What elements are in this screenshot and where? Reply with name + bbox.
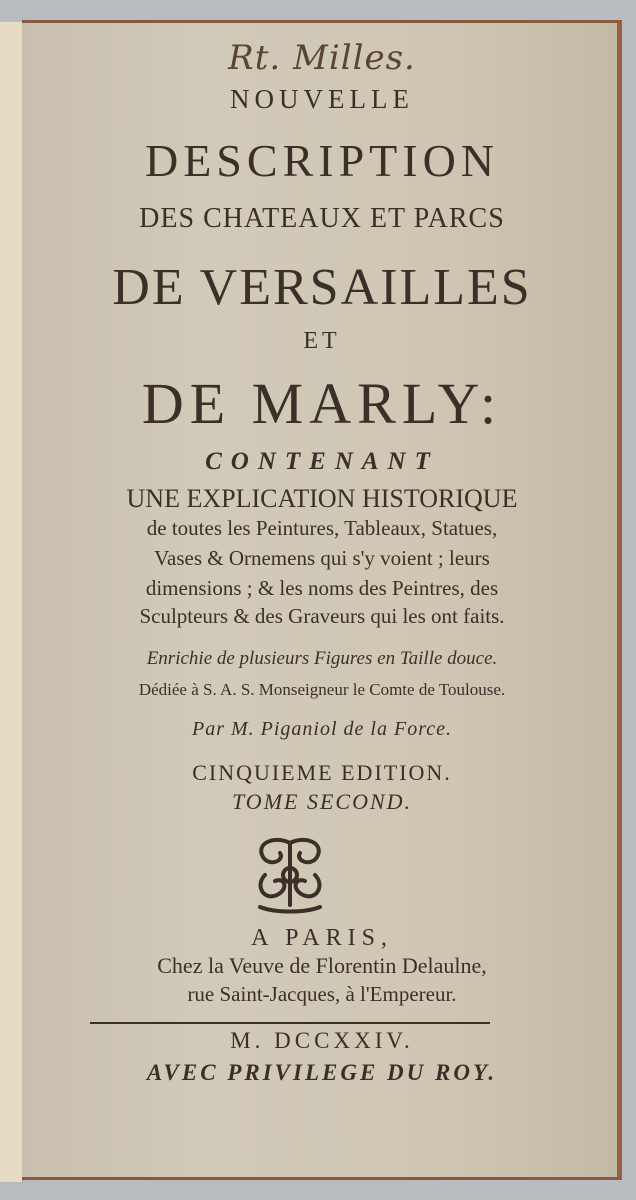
contents-line-5: Sculpteurs & des Graveurs qui les ont faits.: [139, 604, 505, 628]
title-line-chateaux: DES CHATEAUX ET PARCS: [139, 203, 505, 234]
imprint-publisher: Chez la Veuve de Florentin Delaulne,: [157, 953, 487, 978]
title-line-marly: DE MARLY:: [141, 371, 503, 436]
contents-line-1: UNE EXPLICATION HISTORIQUE: [126, 484, 518, 513]
adjacent-page-edge: [0, 22, 23, 1182]
dedication-line: Dédiée à S. A. S. Monseigneur le Comte de Toulouse.: [138, 680, 506, 699]
contents-line-3: Vases & Ornemens qui s'y voient ; leurs: [154, 546, 490, 570]
handwritten-signature: Rt. Milles.: [228, 38, 416, 78]
tome-line: TOME SECOND.: [231, 789, 413, 814]
contents-line-4: dimensions ; & les noms des Peintres, des: [145, 576, 499, 600]
author-line: Par M. Piganiol de la Force.: [192, 718, 452, 740]
title-line-versailles: DE VERSAILLES: [112, 259, 532, 316]
title-line-nouvelle: NOUVELLE: [230, 84, 414, 114]
imprint-year: M. DCCXXIV.: [230, 1028, 414, 1053]
imprint-city: A PARIS,: [251, 925, 393, 951]
imprint-rule: [90, 1022, 490, 1024]
contenant-heading: CONTENANT: [205, 448, 439, 475]
imprint-address: rue Saint-Jacques, à l'Empereur.: [187, 982, 457, 1006]
printers-ornament-icon: [245, 835, 335, 915]
enrichie-line: Enrichie de plusieurs Figures en Taille douce.: [146, 648, 498, 669]
title-line-description: DESCRIPTION: [144, 135, 500, 186]
contents-line-2: de toutes les Peintures, Tableaux, Statues,: [146, 516, 498, 540]
title-line-et: ET: [303, 328, 341, 354]
privilege-line: AVEC PRIVILEGE DU ROY.: [146, 1060, 498, 1085]
edition-line: CINQUIEME EDITION.: [192, 760, 452, 785]
